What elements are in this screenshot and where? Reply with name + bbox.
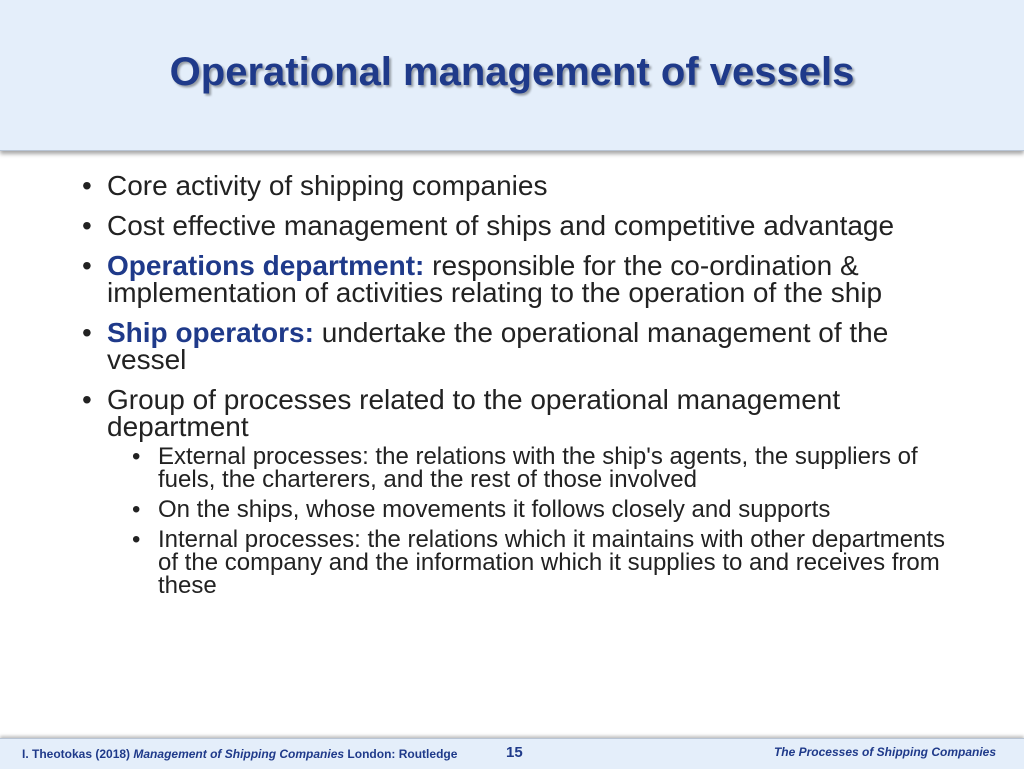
sub-bullet-list <box>107 445 962 597</box>
sub-bullet-on-ships <box>132 498 962 521</box>
sub-bullet-external <box>132 445 962 491</box>
slide-header <box>0 0 1024 151</box>
footer-section-title: The Processes of Shipping Companies <box>773 745 996 759</box>
bullet-cost-effective <box>82 212 962 239</box>
bullet-operations-department <box>82 252 962 306</box>
bullet-core-activity <box>82 172 962 199</box>
footer-citation <box>22 747 457 761</box>
sub-bullet-text: External processes: the relations with the ship's agents, the suppliers of fuels, the charterers, and the rest of those involved <box>158 443 918 493</box>
bullet-ship-operators <box>82 319 962 373</box>
slide-title: Operational management of vessels <box>169 50 855 94</box>
bullet-text: undertake the operational management of the vessel <box>107 317 889 375</box>
bullet-list <box>82 172 962 597</box>
citation-title: Management of Shipping Companies <box>133 747 345 761</box>
slide-footer <box>0 738 1024 769</box>
citation-author: I. Theotokas (2018) <box>22 747 131 761</box>
bullet-group-of-processes <box>82 386 962 597</box>
bullet-text: Cost effective management of ships and competitive advantage <box>107 210 895 241</box>
sub-bullet-text: Internal processes: the relations which it maintains with other departments of the company and the information which it supplies to and receives from these <box>158 526 946 599</box>
bullet-text: responsible for the co-ordination & implementation of activities relating to the operation of the ship <box>107 250 883 308</box>
slide-body <box>82 172 962 610</box>
citation-publisher: London: Routledge <box>347 747 458 761</box>
bullet-text: Core activity of shipping companies <box>107 170 548 201</box>
bullet-lead: Ship operators: <box>107 317 314 348</box>
bullet-text: Group of processes related to the operational management department <box>107 384 841 442</box>
page-number: 15 <box>506 744 523 761</box>
sub-bullet-internal <box>132 528 962 597</box>
bullet-lead: Operations department: <box>107 250 425 281</box>
sub-bullet-text: On the ships, whose movements it follows closely and supports <box>158 496 831 523</box>
